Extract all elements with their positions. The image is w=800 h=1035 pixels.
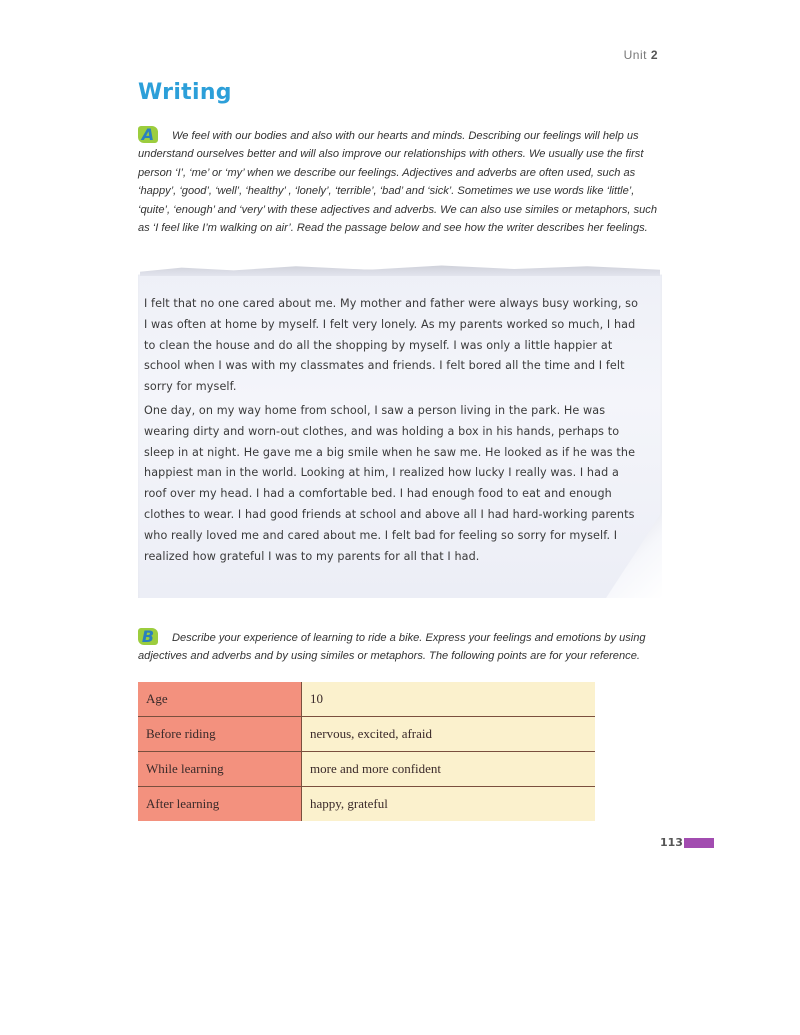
instruction-a-text: We feel with our bodies and also with our hearts and minds. Describing our feelings will help us understand ourselves better and will also improve our relationships with others. We usually use the first person ‘I’, ‘me’ or ‘my’ when we describe our feelings. Adjectives and adverbs are often used, such as ‘happy’, ‘good’, ‘well’, ‘healthy’ , ‘lonely’, ‘terrible’, ‘bad’ and ‘sick’. Sometimes we use words like ‘little’, ‘quite’, ‘enough’ and ‘very’ with these adjectives and adverbs. We can also use similes or metaphors, such as ‘I feel like I’m walking on air’. Read the passage below and see how the writer describes her feelings. [138, 130, 658, 235]
passage-text [144, 294, 644, 570]
table-label-cell: After learning [138, 787, 302, 822]
instruction-a [138, 126, 663, 237]
table-row [138, 752, 595, 787]
unit-number: 2 [650, 48, 658, 62]
passage-paragraph-2: One day, on my way home from school, I saw a person living in the park. He was wearing dirty and worn-out clothes, and was holding a box in his hands, perhaps to sleep in at night. He gave me a big smile when he saw me. He looked as if he was the happiest man in the world. Looking at him, I realized how lucky I really was. I had a roof over my head. I had a comfortable bed. I had enough food to eat and enough clothes to wear. I had good friends at school and above all I had hard-working parents who really loved me and cared about me. I felt bad for feeling so sorry for myself. I realized how grateful I was to my parents for all that I had. [144, 403, 636, 563]
table-value-cell: more and more confident [302, 752, 596, 787]
section-b-badge: B [138, 628, 158, 645]
page-number: 113 [660, 836, 683, 849]
instruction-b [138, 628, 663, 666]
paper-torn-edge [140, 262, 660, 276]
table-value-cell: happy, grateful [302, 787, 596, 822]
unit-label [588, 48, 658, 62]
table-label-cell: Age [138, 682, 302, 717]
reference-table [138, 682, 595, 821]
table-row [138, 787, 595, 822]
passage-paper [138, 268, 662, 598]
table-row [138, 717, 595, 752]
page-number-bar [684, 838, 714, 848]
table-value-cell: 10 [302, 682, 596, 717]
table-value-cell: nervous, excited, afraid [302, 717, 596, 752]
passage-paragraph-1: I felt that no one cared about me. My mother and father were always busy working, so I was often at home by myself. I felt very lonely. As my parents worked so much, I had to clean the house and do all the shopping by myself. I was only a little happier at school when I was with my classmates and friends. I felt bored all the time and I felt sorry for myself. [144, 297, 639, 394]
instruction-b-text: Describe your experience of learning to ride a bike. Express your feelings and emotions by using adjectives and adverbs and by using similes or metaphors. The following points are for your reference. [138, 632, 646, 663]
table-label-cell: Before riding [138, 717, 302, 752]
unit-word: Unit [623, 48, 647, 62]
table-row [138, 682, 595, 717]
section-a-badge: A [138, 126, 158, 143]
section-heading: Writing [138, 80, 232, 105]
table-label-cell: While learning [138, 752, 302, 787]
